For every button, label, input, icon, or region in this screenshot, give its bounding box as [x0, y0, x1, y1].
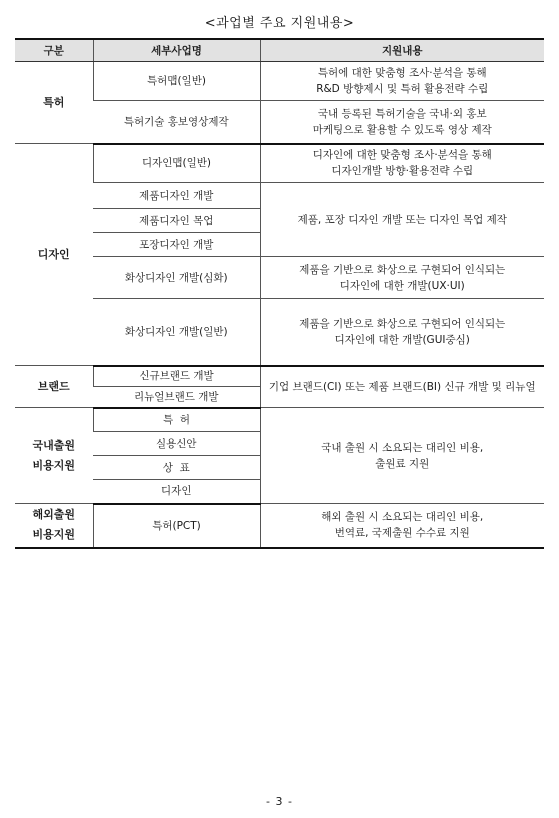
program-content [260, 504, 544, 548]
page-number: - 3 - [266, 795, 293, 808]
category-line: 국내출원 [32, 438, 75, 452]
program-name: 특 허 [93, 408, 260, 432]
content-line: 마케팅으로 활용할 수 있도록 영상 제작 [312, 123, 492, 136]
program-content: 제품, 포장 디자인 개발 또는 디자인 목업 제작 [260, 183, 544, 257]
program-content [260, 257, 544, 299]
category-brand: 브랜드 [15, 366, 93, 408]
content-line: 출원료 지원 [375, 457, 430, 470]
table-row [15, 144, 544, 183]
table-row [15, 62, 544, 101]
program-content [260, 62, 544, 101]
table-row [15, 366, 544, 387]
content-line: 디자인에 대한 개발(GUI중심) [334, 333, 470, 346]
category-line: 해외출원 [32, 508, 75, 522]
program-content [260, 408, 544, 504]
program-name: 디자인맵(일반) [93, 144, 260, 183]
table-row [15, 183, 544, 209]
program-name: 특허맵(일반) [93, 62, 260, 101]
table-row [15, 101, 544, 144]
program-name: 제품디자인 개발 [93, 183, 260, 209]
content-line: 번역료, 국제출원 수수료 지원 [334, 527, 470, 540]
table-header-row [15, 39, 544, 62]
program-content [260, 101, 544, 144]
category-domestic [15, 408, 93, 504]
table-row [15, 504, 544, 548]
program-content: 기업 브랜드(CI) 또는 제품 브랜드(BI) 신규 개발 및 리뉴얼 [260, 366, 544, 408]
content-line: 제품을 기반으로 화상으로 구현되어 인식되는 [299, 317, 506, 330]
category-line: 비용지원 [32, 528, 75, 542]
category-design: 디자인 [15, 144, 93, 366]
content-line: 제품을 기반으로 화상으로 구현되어 인식되는 [299, 263, 506, 276]
program-name: 화상디자인 개발(일반) [93, 299, 260, 366]
table-row [15, 257, 544, 299]
program-name: 디자인 [93, 480, 260, 504]
header-content: 지원내용 [260, 39, 544, 62]
program-name: 제품디자인 목업 [93, 209, 260, 233]
program-name: 실용신안 [93, 432, 260, 456]
header-program: 세부사업명 [93, 39, 260, 62]
content-line: 국내 등록된 특허기술을 국내·외 홍보 [317, 107, 487, 120]
content-line: 해외 출원 시 소요되는 대리인 비용, [321, 511, 484, 524]
content-line: R&D 방향제시 및 특허 활용전략 수립 [316, 83, 489, 95]
category-patent: 특허 [15, 62, 93, 144]
content-line: 국내 출원 시 소요되는 대리인 비용, [321, 441, 484, 454]
content-line: 디자인에 대한 개발(UX·UI) [339, 279, 465, 292]
program-content [260, 299, 544, 366]
header-category: 구분 [15, 39, 93, 62]
table-row [15, 408, 544, 432]
content-line: 디자인개발 방향·활용전략 수립 [331, 165, 474, 178]
page-title: <과업별 주요 지원내용> [204, 16, 355, 31]
content-line: 디자인에 대한 맞춤형 조사·분석을 통해 [312, 149, 492, 162]
support-table [15, 38, 544, 549]
program-name: 신규브랜드 개발 [93, 366, 260, 387]
program-name: 상 표 [93, 456, 260, 480]
program-name: 특허(PCT) [93, 504, 260, 548]
category-line: 비용지원 [32, 458, 75, 472]
program-name: 특허기술 홍보영상제작 [93, 101, 260, 144]
table-row [15, 299, 544, 366]
content-line: 특허에 대한 맞춤형 조사·분석을 통해 [317, 67, 487, 79]
category-overseas [15, 504, 93, 548]
program-content [260, 144, 544, 183]
program-name: 포장디자인 개발 [93, 233, 260, 257]
program-name: 리뉴얼브랜드 개발 [93, 387, 260, 408]
program-name: 화상디자인 개발(심화) [93, 257, 260, 299]
